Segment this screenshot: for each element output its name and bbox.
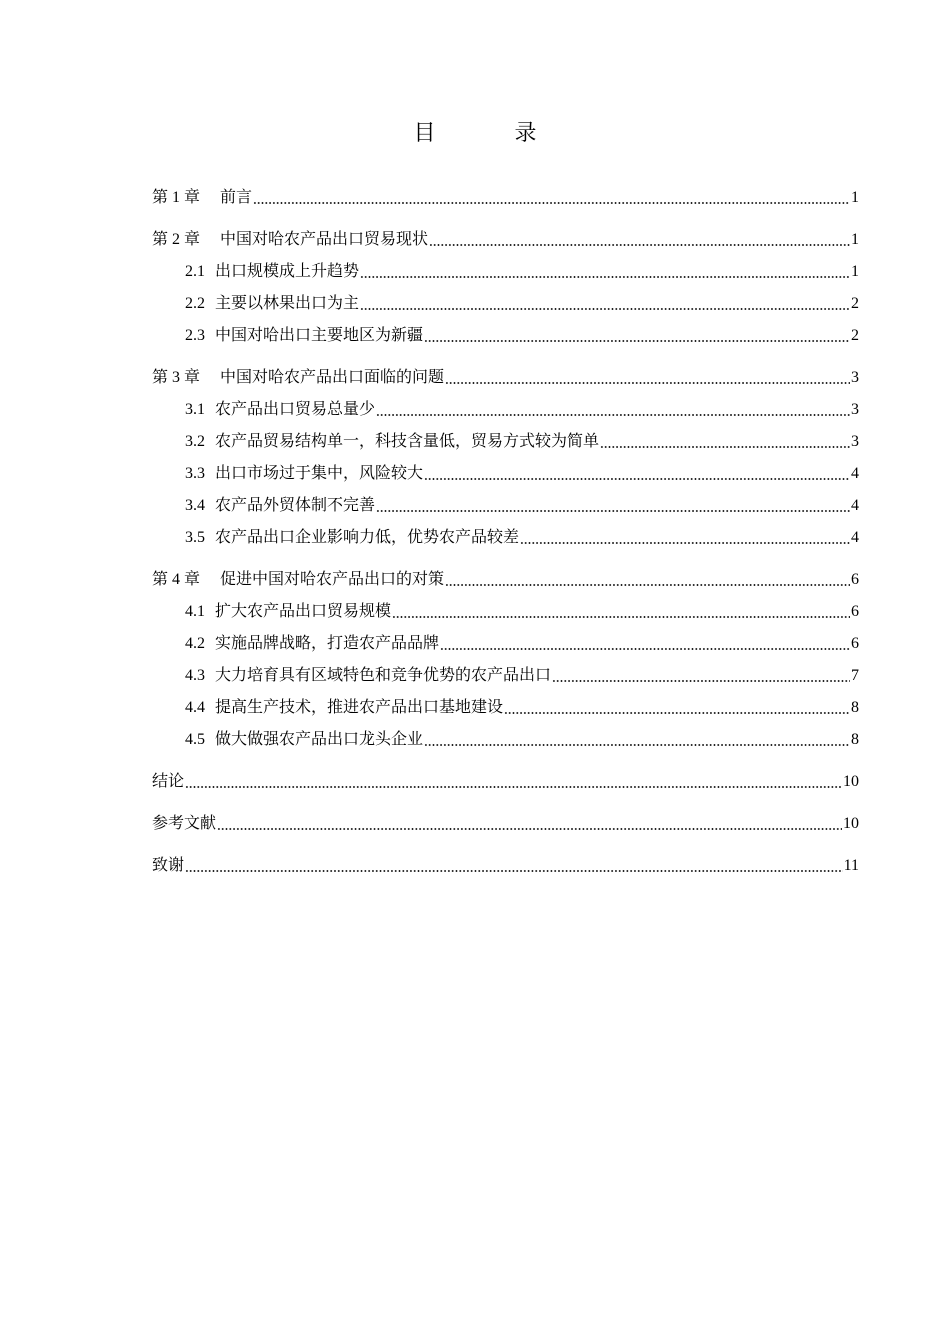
toc-entry-page-number: 2 [851,327,859,344]
toc-entry-chapter[interactable] [152,181,859,213]
toc-dot-leader [424,340,850,342]
toc-entry-title: 农产品出口贸易总量少 [215,399,376,418]
toc-entry-chapter[interactable] [152,361,859,393]
toc-title: 目 录 [413,121,573,146]
toc-entry-page-number: 11 [843,857,859,874]
toc-entry-title: 农产品外贸体制不完善 [215,495,376,514]
toc-entry-number: 2.3 [185,327,205,344]
toc-entry-page-number: 1 [851,231,859,248]
toc-entry-section[interactable] [152,287,859,319]
toc-entry-page-number: 6 [851,603,859,620]
toc-dot-leader [376,414,850,416]
toc-dot-leader [424,478,850,480]
toc-entry-chapter[interactable] [152,849,859,881]
toc-entry-section[interactable] [152,723,859,755]
toc-dot-leader [424,744,850,746]
toc-entry-page-number: 8 [851,731,859,748]
toc-dot-leader [440,648,850,650]
toc-entry-number: 第 4 章 [152,571,201,588]
toc-entry-number: 3.3 [185,465,205,482]
toc-entry-number: 4.5 [185,731,205,748]
toc-dot-leader [445,584,850,586]
toc-entry-title: 扩大农产品出口贸易规模 [215,601,392,620]
toc-entry-number: 第 1 章 [152,189,201,206]
toc-entry-page-number: 6 [851,571,859,588]
toc-entry-section[interactable] [152,595,859,627]
toc-entry-title: 大力培育具有区域特色和竞争优势的农产品出口 [215,665,552,684]
toc-entry-section[interactable] [152,627,859,659]
toc-entry-title: 实施品牌战略，打造农产品品牌 [215,633,440,652]
toc-entry-title: 出口规模成上升趋势 [215,261,360,280]
toc-dot-leader [376,510,850,512]
toc-entry-title: 参考文献 [152,813,217,832]
toc-entry-number: 2.1 [185,263,205,280]
toc-list [152,181,859,881]
toc-entry-section[interactable] [152,659,859,691]
toc-entry-section[interactable] [152,521,859,553]
toc-entry-number: 3.5 [185,529,205,546]
toc-entry-title: 农产品出口企业影响力低，优势农产品较差 [215,527,520,546]
toc-entry-title: 结论 [152,771,185,790]
toc-entry-page-number: 8 [851,699,859,716]
toc-entry-number: 第 2 章 [152,231,201,248]
toc-entry-section[interactable] [152,255,859,287]
toc-entry-section[interactable] [152,425,859,457]
toc-entry-page-number: 1 [851,189,859,206]
toc-entry-number: 4.3 [185,667,205,684]
toc-entry-page-number: 4 [851,497,859,514]
toc-dot-leader [429,244,850,246]
toc-entry-page-number: 4 [851,529,859,546]
toc-entry-number: 4.2 [185,635,205,652]
toc-dot-leader [600,446,850,448]
toc-entry-page-number: 6 [851,635,859,652]
toc-dot-leader [392,616,850,618]
toc-dot-leader [185,786,842,788]
toc-entry-section[interactable] [152,457,859,489]
toc-entry-section[interactable] [152,319,859,351]
toc-entry-title: 促进中国对哈农产品出口的对策 [220,569,445,588]
toc-entry-title: 出口市场过于集中，风险较大 [215,463,424,482]
toc-entry-number: 4.1 [185,603,205,620]
toc-entry-chapter[interactable] [152,765,859,797]
toc-entry-chapter[interactable] [152,223,859,255]
toc-entry-title: 中国对哈农产品出口面临的问题 [220,367,445,386]
toc-entry-title: 农产品贸易结构单一，科技含量低，贸易方式较为简单 [215,431,600,450]
toc-dot-leader [360,308,850,310]
toc-entry-title: 致谢 [152,855,185,874]
toc-entry-page-number: 2 [851,295,859,312]
toc-entry-title: 做大做强农产品出口龙头企业 [215,729,424,748]
toc-dot-leader [360,276,850,278]
toc-entry-title: 主要以林果出口为主 [215,293,360,312]
toc-entry-title: 前言 [220,187,253,206]
toc-entry-section[interactable] [152,691,859,723]
toc-entry-page-number: 10 [843,773,859,790]
toc-entry-number: 2.2 [185,295,205,312]
toc-entry-number: 4.4 [185,699,205,716]
toc-entry-page-number: 3 [851,433,859,450]
toc-dot-leader [504,712,850,714]
toc-dot-leader [217,828,842,830]
toc-entry-title: 中国对哈出口主要地区为新疆 [215,325,424,344]
toc-entry-title: 提高生产技术，推进农产品出口基地建设 [215,697,504,716]
toc-entry-number: 第 3 章 [152,369,201,386]
toc-entry-page-number: 1 [851,263,859,280]
toc-dot-leader [552,680,850,682]
toc-entry-page-number: 3 [851,401,859,418]
toc-entry-number: 3.1 [185,401,205,418]
toc-dot-leader [253,202,850,204]
toc-entry-page-number: 4 [851,465,859,482]
toc-entry-number: 3.2 [185,433,205,450]
toc-entry-page-number: 10 [843,815,859,832]
toc-entry-number: 3.4 [185,497,205,514]
toc-entry-section[interactable] [152,393,859,425]
toc-entry-title: 中国对哈农产品出口贸易现状 [220,229,429,248]
toc-dot-leader [445,382,850,384]
toc-dot-leader [520,542,850,544]
toc-entry-section[interactable] [152,489,859,521]
toc-entry-chapter[interactable] [152,563,859,595]
toc-entry-chapter[interactable] [152,807,859,839]
toc-dot-leader [185,870,843,872]
toc-entry-page-number: 3 [851,369,859,386]
toc-entry-page-number: 7 [851,667,859,684]
